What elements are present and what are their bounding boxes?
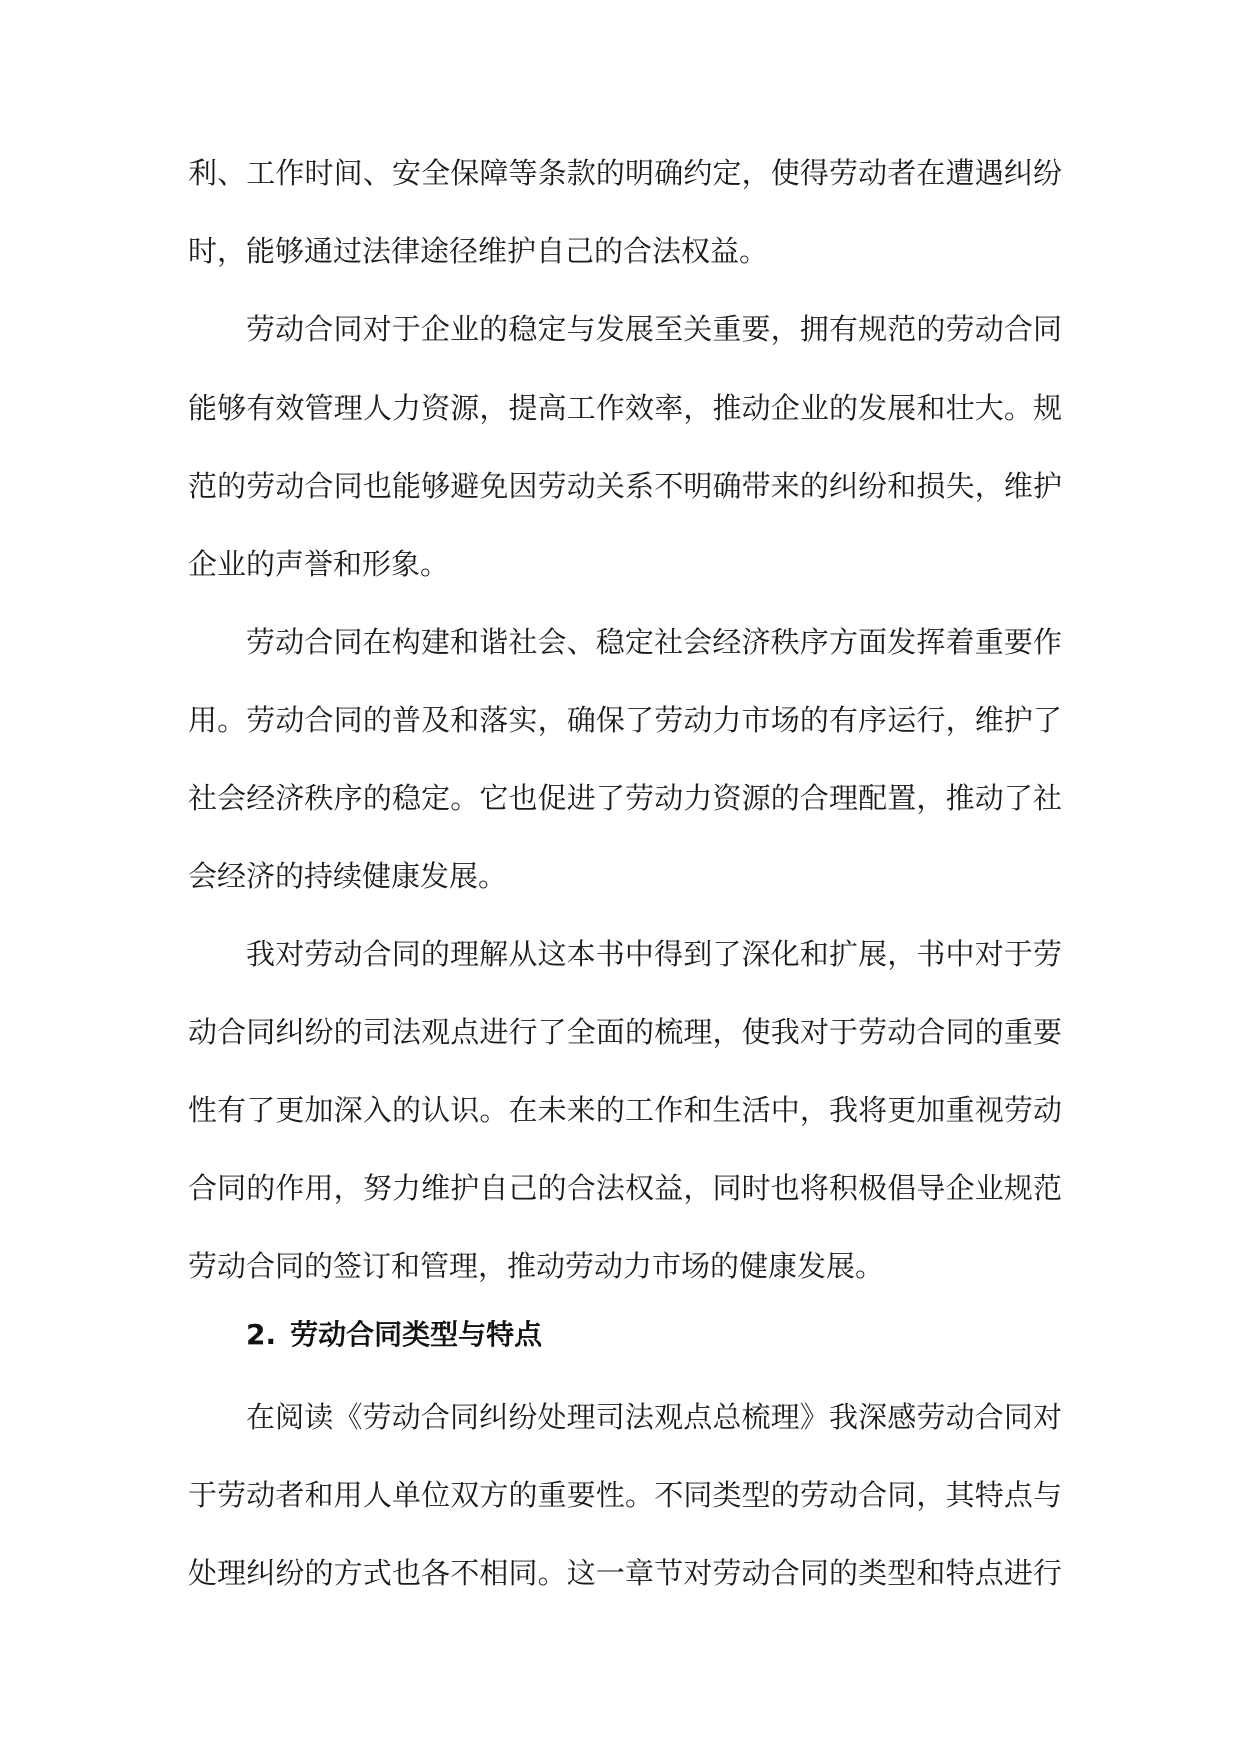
paragraph-3-line-4: 会经济的持续健康发展。 [188,859,508,893]
section-paragraph-line-1: 在阅读《劳动合同纠纷处理司法观点总梳理》我深感劳动合同对 [246,1400,1062,1434]
paragraph-4-line-5: 劳动合同的签订和管理，推动劳动力市场的健康发展。 [188,1249,885,1283]
paragraph-4-line-2: 动合同纠纷的司法观点进行了全面的梳理，使我对于劳动合同的重要 [188,1015,1062,1049]
paragraph-2-line-2: 能够有效管理人力资源，提高工作效率，推动企业的发展和壮大。规 [188,391,1062,425]
section-number: 2. [246,1318,277,1351]
paragraph-1-line-1: 利、工作时间、安全保障等条款的明确约定，使得劳动者在遭遇纠纷 [188,156,1062,190]
paragraph-4-line-4: 合同的作用，努力维护自己的合法权益，同时也将积极倡导企业规范 [188,1171,1062,1205]
section-title: 劳动合同类型与特点 [290,1318,543,1351]
paragraph-2-line-3: 范的劳动合同也能够避免因劳动关系不明确带来的纠纷和损失，维护 [188,469,1062,503]
paragraph-3-line-3: 社会经济秩序的稳定。它也促进了劳动力资源的合理配置，推动了社 [188,781,1062,815]
paragraph-2-line-1: 劳动合同对于企业的稳定与发展至关重要，拥有规范的劳动合同 [246,312,1062,346]
paragraph-2-line-4: 企业的声誉和形象。 [188,547,450,581]
paragraph-3-line-2: 用。劳动合同的普及和落实，确保了劳动力市场的有序运行，维护了 [188,703,1062,737]
section-heading [246,1315,542,1355]
paragraph-1-line-2: 时，能够通过法律途径维护自己的合法权益。 [188,234,769,268]
section-paragraph-line-2: 于劳动者和用人单位双方的重要性。不同类型的劳动合同，其特点与 [188,1478,1062,1512]
paragraph-4-line-1: 我对劳动合同的理解从这本书中得到了深化和扩展，书中对于劳 [246,937,1062,971]
paragraph-3-line-1: 劳动合同在构建和谐社会、稳定社会经济秩序方面发挥着重要作 [246,625,1062,659]
section-paragraph-line-3: 处理纠纷的方式也各不相同。这一章节对劳动合同的类型和特点进行 [188,1556,1062,1590]
paragraph-4-line-3: 性有了更加深入的认识。在未来的工作和生活中，我将更加重视劳动 [188,1093,1062,1127]
